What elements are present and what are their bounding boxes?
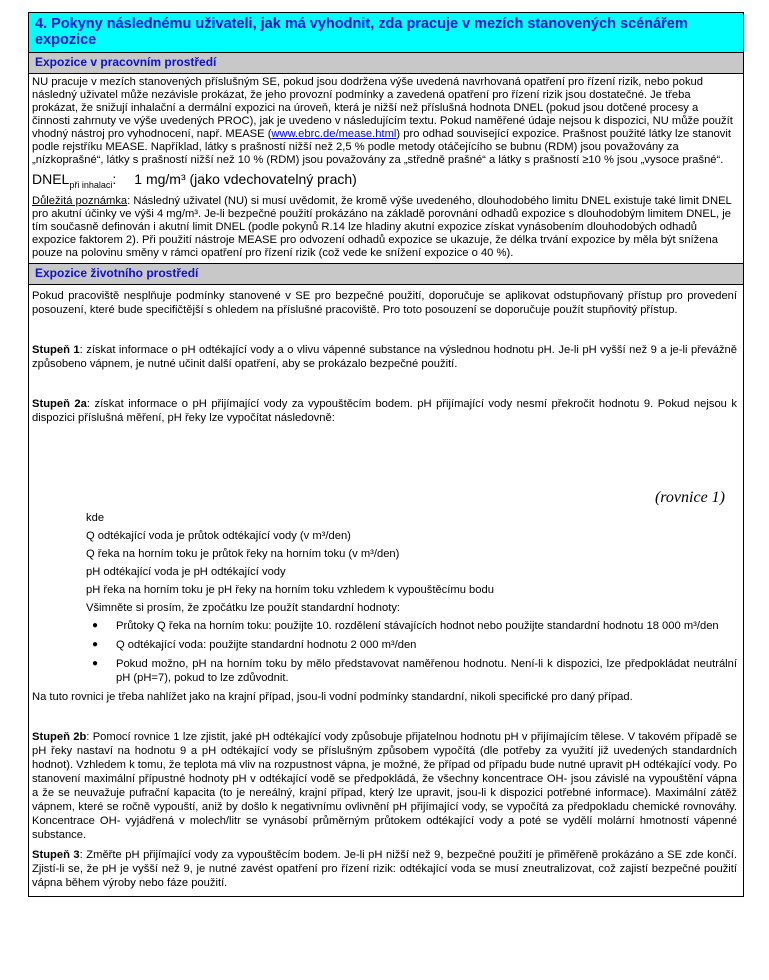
workplace-block xyxy=(29,74,743,264)
list-item-text: Q odtékající voda: použijte standardní hodnotu 2 000 m³/den xyxy=(116,638,417,651)
bullet-icon: ● xyxy=(92,638,99,650)
definition: pH řeka na horním toku je pH řeky na horním toku vzhledem k vypouštěcímu bodu xyxy=(86,583,494,596)
definition: Q odtékající voda je průtok odtékající vody (v m³/den) xyxy=(86,529,351,542)
list-item-text: Pokud možno, pH na horním toku by mělo představovat naměřenou hodnotu. Není-li k dispozici, lze předpokládat neutrální pH (pH=7), pokud to lze zdůvodnit. xyxy=(116,657,737,684)
list-item xyxy=(86,638,737,652)
dnel-subscript: při inhalaci xyxy=(69,179,113,190)
step-2b xyxy=(32,730,737,842)
mease-link[interactable]: www.ebrc.de/mease.html xyxy=(271,128,397,140)
default-values-list xyxy=(86,619,737,685)
worst-case-note: Na tuto rovnici je třeba nahlížet jako na krajní případ, jsou-li vodní podmínky standardní, nikoli specifické pro daný případ. xyxy=(32,690,633,703)
bullet-icon: ● xyxy=(92,657,99,669)
workplace-paragraph xyxy=(32,76,737,167)
step-2a-text: : získat informace o pH přijímající vody za vypouštěcím bodem. pH přijímající vody nesmí překročit hodnotu 9. Pokud nejsou k dispozici příslušná měření, pH řeky lze vypočítat následovně: xyxy=(32,397,737,424)
list-item xyxy=(86,619,737,633)
workplace-header: Expozice v pracovním prostředí xyxy=(29,53,743,74)
definition: Všimněte si prosím, že zpočátku lze použít standardní hodnoty: xyxy=(86,601,401,614)
bullet-icon: ● xyxy=(92,619,99,631)
step-2b-text: : Pomocí rovnice 1 lze zjistit, jaké pH odtékající vody způsobuje přijatelnou hodnotu pH v přijímajícím tělese. V takovém případě se pH řeky nastaví na hodnotu 9 a pH odtékající vody se příslušným způsobem vypočítá (dle potřeby za využití již uvedených standardních hodnot). Vzhledem k tomu, že teplota má vliv na rozpustnost vápna, je možné, že případ od případu bude nutné upravit pH odtékající vody. Po stanovení maximální přípustné hodnoty pH v odtékající vodě se předpokládá, že všechny koncentrace OH- jsou závislé na vypouštění vápna a že se neuvažuje pufrační kapacita (to je nereálný, krajní případ, který lze upravit, jsou-li k dispozici potřebné informace). Maximální zátěž vápnem, které se ročně vypouští, aniž by došlo k negativnímu ovlivnění pH přijímající vody, se vypočítá za předpokladu chemické rovnováhy. Koncentrace OH- vyjádřená v molech/litr se vynásobí průměrným průtokem odtékající vody a poté se vydělí molární hmotností vápenné substance. xyxy=(32,730,737,841)
workplace-text-b: ) pro odhad související expozice. Prašnost použité látky lze stanovit podle rejstříku MEASE. Například, látky s prašností nižší než 2,5 % podle metody otáčejícího se bubnu (RDM) jsou považovány za „nízkoprašné“, látky s prašností nižší než 10 % (RDM) jsou považovány za „středně prašné“ a látky s prašností ≥10 % jsou „vysoce prašné“. xyxy=(32,128,731,166)
dnel-colon: : xyxy=(112,171,117,187)
step-1 xyxy=(32,343,737,371)
step-2a-label: Stupeň 2a xyxy=(32,397,87,410)
section-title: 4. Pokyny následnému uživateli, jak má vyhodnit, zda pracuje v mezích stanovených scénářem expozice xyxy=(29,13,743,53)
step-2b-label: Stupeň 2b xyxy=(32,730,87,743)
dnel-label: DNEL xyxy=(32,171,70,187)
note-text: : Následný uživatel (NU) si musí uvědomit, že kromě výše uvedeného, dlouhodobého limitu DNEL existuje také limit DNEL pro akutní účinky ve výši 4 mg/m³. Je-li bezpečné použití prokázáno na základě porovnání odhadů expozice s dlouhodobým limitem DNEL, je tím současně definován i akutní limit DNEL (podle pokynů R.14 lze hladiny akutní expozice získat vynásobením dlouhodobých odhadů expozice faktorem 2). Při použití nástroje MEASE pro odvození odhadů expozice se ukazuje, že délka trvání expozice by měla být snížena pouze na polovinu směny v rámci opatření pro řízení rizik (což vede ke snížení expozice o 40 %). xyxy=(32,194,732,259)
step-1-text: : získat informace o pH odtékající vody a o vlivu vápenné substance na výslednou hodnotu pH. Je-li pH vyšší než 9 a je-li převážně způsobeno vápnem, je nutné učinit další opatření, aby se prokázalo bezpečné použití. xyxy=(32,343,737,370)
step-3-text: : Změřte pH přijímající vody za vypouštěcím bodem. Je-li pH nižší než 9, bezpečné použití je přiměřeně prokázáno a SE zde končí. Zjistí-li se, že pH je vyšší než 9, je nutné zavést opatření pro řízení rizik: odtékající voda se musí zneutralizovat, což zajistí bezpečné použití vápna během výroby nebo fáze použití. xyxy=(32,848,737,889)
dnel-value: 1 mg/m³ (jako vdechovatelný prach) xyxy=(134,171,357,187)
step-3-label: Stupeň 3 xyxy=(32,848,80,861)
dnel-line xyxy=(32,171,737,194)
environment-block xyxy=(29,285,743,896)
important-note xyxy=(32,195,737,260)
list-item xyxy=(86,657,737,685)
step-1-label: Stupeň 1 xyxy=(32,343,80,356)
equation-label: (rovnice 1) xyxy=(654,488,725,506)
step-3 xyxy=(32,848,737,890)
document-table xyxy=(28,12,744,897)
workplace-text-a: NU pracuje v mezích stanovených příslušným SE, pokud jsou dodržena výše uvedená navrhovaná opatření pro řízení rizik, nebo pokud následný uživatel může nezávisle prokázat, že jeho provozní podmínky a zavedená opatření pro řízení rizik jsou dostatečné. Je třeba prokázat, že snižují inhalační a dermální expozici na úroveň, která je nižší než příslušná hodnota DNEL (pokud jsou dotčené procesy a činnosti zahrnuty ve výše uvedených PROC), jak je uvedeno v následujícím textu. Pokud naměřené údaje nejsou k dispozici, NU může použít vhodný nástroj pro vyhodnocení, např. MEASE ( xyxy=(32,76,733,140)
list-item-text: Průtoky Q řeka na horním toku: použijte 10. rozdělení stávajících hodnot nebo použijte standardní hodnotu 18 000 m³/den xyxy=(116,619,719,632)
step-2a xyxy=(32,397,737,425)
environment-header: Expozice životního prostředí xyxy=(29,264,743,285)
definition: pH odtékající voda je pH odtékající vody xyxy=(86,565,286,578)
definition: Q řeka na horním toku je průtok řeky na horním toku (v m³/den) xyxy=(86,547,400,560)
definition: kde xyxy=(86,511,105,524)
note-label: Důležitá poznámka xyxy=(32,194,128,207)
env-intro: Pokud pracoviště nesplňuje podmínky stanovené v SE pro bezpečné použití, doporučuje se aplikovat odstupňovaný přístup pro provedení posouzení, které bude specifičtější s ohledem na příslušné pracoviště. Pro toto posouzení se doporučuje použít stupňovitý přístup. xyxy=(32,289,737,316)
